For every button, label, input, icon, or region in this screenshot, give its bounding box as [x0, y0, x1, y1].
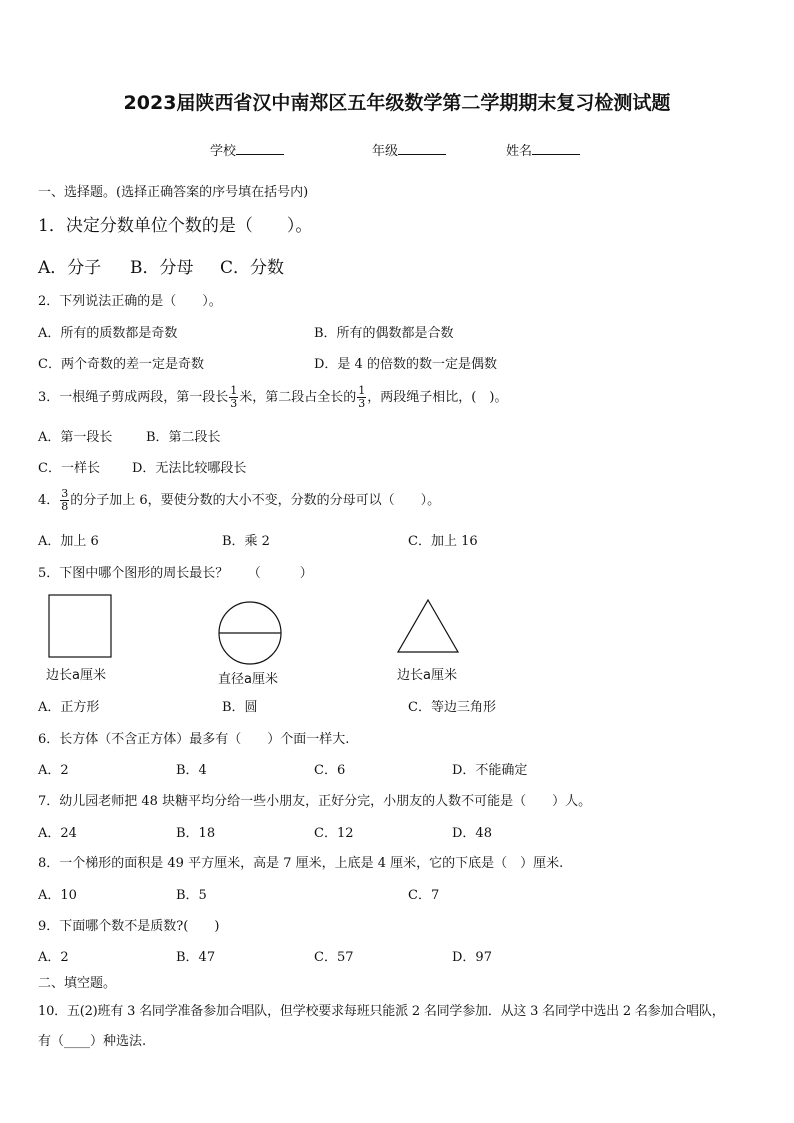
- q2-option-d[interactable]: D．是 4 的倍数的数一定是偶数: [314, 357, 497, 372]
- triangle-label: 边长a厘米: [397, 668, 457, 683]
- grade-blank[interactable]: [398, 142, 446, 155]
- q6-option-d[interactable]: D．不能确定: [452, 763, 528, 778]
- q3-stem-part2: 米，第二段占全长的: [239, 390, 357, 405]
- q10-line1: 10．五(2)班有 3 名同学准备参加合唱队，但学校要求每班只能派 2 名同学参加．从这 3 名同学中选出 2 名参加合唱队，: [38, 1004, 725, 1019]
- square-label: 边长a厘米: [46, 668, 106, 683]
- square-figure: [48, 594, 112, 658]
- q4-fraction-den: 8: [61, 500, 69, 513]
- q6-option-a[interactable]: A．2: [38, 763, 69, 778]
- triangle-figure: [396, 598, 460, 654]
- q7-option-d[interactable]: D．48: [452, 826, 492, 841]
- q9-option-c[interactable]: C．57: [314, 950, 354, 965]
- q8-option-a[interactable]: A．10: [38, 888, 77, 903]
- q4-number: 4．: [38, 493, 60, 508]
- circle-figure: [217, 600, 283, 666]
- page-title: 2023届陕西省汉中南郑区五年级数学第二学期期末复习检测试题: [123, 92, 671, 114]
- school-label: 学校: [210, 144, 237, 159]
- q8-stem: 8．一个梯形的面积是 49 平方厘米，高是 7 厘米，上底是 4 厘米，它的下底是（ ）厘米.: [38, 856, 564, 871]
- q1-option-c[interactable]: C．分数: [220, 258, 285, 278]
- q2-option-a[interactable]: A．所有的质数都是奇数: [38, 326, 178, 341]
- q4-option-c[interactable]: C．加上 16: [408, 534, 478, 549]
- q8-option-c[interactable]: C．7: [408, 888, 440, 903]
- section1-heading: 一、选择题。(选择正确答案的序号填在括号内): [38, 185, 309, 200]
- q5-option-b[interactable]: B．圆: [222, 700, 258, 715]
- q6-option-b[interactable]: B．4: [176, 763, 207, 778]
- q7-option-a[interactable]: A．24: [38, 826, 77, 841]
- q7-option-b[interactable]: B．18: [176, 826, 216, 841]
- name-blank[interactable]: [532, 142, 580, 155]
- triangle-shape: [398, 600, 458, 652]
- q2-option-b[interactable]: B．所有的偶数都是合数: [314, 326, 454, 341]
- q9-option-a[interactable]: A．2: [38, 950, 69, 965]
- q2-option-c[interactable]: C．两个奇数的差一定是奇数: [38, 357, 204, 372]
- section2-heading: 二、填空题。: [38, 976, 117, 991]
- q3-stem: [38, 383, 507, 413]
- q3-fraction-1-num: 1: [230, 384, 238, 397]
- q5-option-c[interactable]: C．等边三角形: [408, 700, 496, 715]
- q3-fraction-2-num: 1: [358, 384, 366, 397]
- q4-fraction: [60, 488, 69, 513]
- q4-stem: [38, 486, 440, 516]
- q3-fraction-1-den: 3: [230, 397, 238, 410]
- q3-option-d[interactable]: D．无法比较哪段长: [132, 461, 247, 476]
- q9-option-d[interactable]: D．97: [452, 950, 492, 965]
- name-label: 姓名: [506, 144, 533, 159]
- q1-stem: 1．决定分数单位个数的是（ ）。: [38, 216, 313, 236]
- q3-option-b[interactable]: B．第二段长: [146, 430, 221, 445]
- q3-stem-part3: ，两段绳子相比，( )。: [367, 390, 508, 405]
- q4-option-a[interactable]: A．加上 6: [38, 534, 99, 549]
- q4-option-b[interactable]: B．乘 2: [222, 534, 270, 549]
- q3-option-c[interactable]: C．一样长: [38, 461, 100, 476]
- q1-option-a[interactable]: A．分子: [38, 258, 102, 278]
- q4-fraction-num: 3: [61, 487, 69, 500]
- q3-option-a[interactable]: A．第一段长: [38, 430, 113, 445]
- q10-line2: 有（____）种选法.: [38, 1034, 147, 1049]
- school-blank[interactable]: [236, 142, 284, 155]
- q6-option-c[interactable]: C．6: [314, 763, 346, 778]
- q7-option-c[interactable]: C．12: [314, 826, 354, 841]
- q9-option-b[interactable]: B．47: [176, 950, 216, 965]
- q5-option-a[interactable]: A．正方形: [38, 700, 100, 715]
- q3-stem-part1: 3．一根绳子剪成两段，第一段长: [38, 390, 229, 405]
- name-field: [506, 140, 580, 159]
- q4-stem-text: 的分子加上 6，要使分数的大小不变，分数的分母可以（ ）。: [70, 493, 441, 508]
- q2-stem: 2．下列说法正确的是（ ）。: [38, 294, 222, 309]
- grade-field: [372, 140, 446, 159]
- q7-stem: 7．幼儿园老师把 48 块糖平均分给一些小朋友，正好分完，小朋友的人数不可能是（ ）人。: [38, 794, 592, 809]
- q5-stem: 5．下图中哪个图形的周长最长？ （ ）: [38, 566, 313, 581]
- q3-fraction-2: [357, 385, 366, 410]
- grade-label: 年级: [372, 144, 399, 159]
- q9-stem: 9．下面哪个数不是质数?( ): [38, 919, 220, 934]
- q3-fraction-2-den: 3: [358, 397, 366, 410]
- circle-label: 直径a厘米: [218, 672, 278, 687]
- q1-option-b[interactable]: B．分母: [130, 258, 194, 278]
- q3-fraction-1: [229, 385, 238, 410]
- square-shape: [49, 595, 111, 657]
- q8-option-b[interactable]: B．5: [176, 888, 207, 903]
- q6-stem: 6．长方体（不含正方体）最多有（ ）个面一样大.: [38, 732, 350, 747]
- school-field: [210, 140, 284, 159]
